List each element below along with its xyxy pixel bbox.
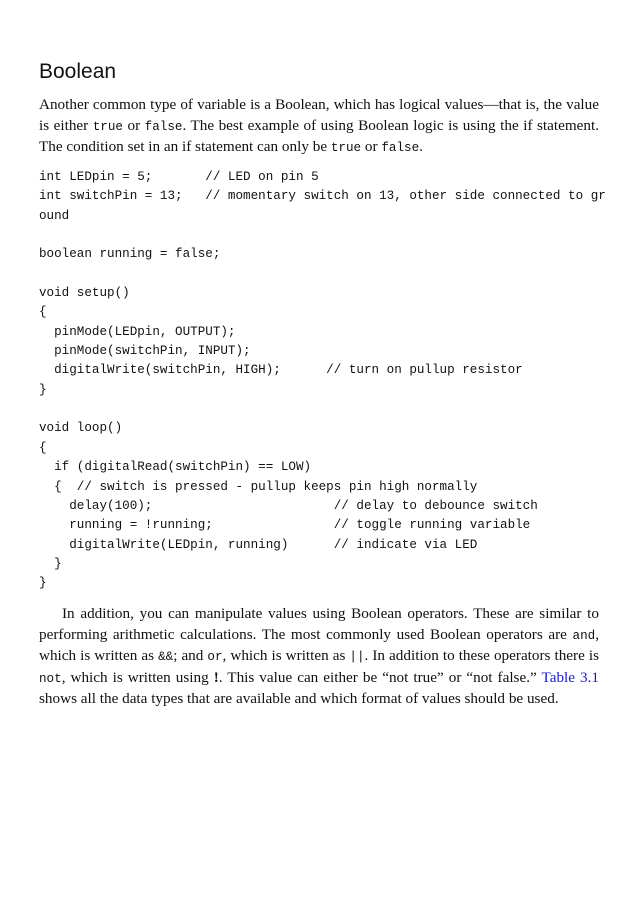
inline-code-and: and	[572, 628, 596, 643]
code-line: pinMode(switchPin, INPUT);	[39, 344, 251, 359]
code-line: running = !running; // toggle running variable	[39, 518, 531, 533]
intro-text: or	[361, 138, 382, 156]
code-line	[39, 265, 606, 284]
inline-code-true: true	[92, 119, 123, 134]
intro-text: or	[122, 116, 145, 134]
code-line: digitalWrite(LEDpin, running) // indicate via LED	[39, 537, 478, 552]
code-line: delay(100); // delay to debounce switch	[39, 498, 538, 513]
code-line: int switchPin = 13; // momentary switch on 13, other side connected to gr	[39, 189, 606, 204]
closing-text: . This value can either be “not true” or “not false.”	[218, 668, 542, 686]
closing-text: , which is written as	[39, 625, 599, 665]
inline-code-and-operator: &&	[158, 650, 174, 665]
inline-code-false: false	[144, 119, 183, 134]
code-line: {	[39, 305, 47, 320]
code-line: digitalWrite(switchPin, HIGH); // turn on pullup resistor	[39, 363, 523, 378]
not-operator: !	[213, 668, 219, 686]
code-line: void loop()	[39, 421, 123, 436]
intro-text: .	[419, 138, 423, 156]
inline-code-true: true	[330, 141, 362, 156]
closing-text: . In addition to these operators there is	[364, 647, 600, 665]
intro-paragraph	[39, 95, 599, 159]
code-line: boolean running = false;	[39, 247, 221, 262]
closing-text: In addition, you can manipulate values using Boolean operators. These are similar to performing arithmetic calculations. The most commonly used Boolean operators are	[39, 605, 599, 643]
closing-text: , which is written as	[222, 647, 350, 665]
code-line: if (digitalRead(switchPin) == LOW)	[39, 460, 312, 475]
inline-code-or: or	[207, 650, 223, 665]
code-line	[39, 226, 606, 245]
code-line: pinMode(LEDpin, OUTPUT);	[39, 324, 236, 339]
code-line: int LEDpin = 5; // LED on pin 5	[39, 170, 319, 184]
code-line	[39, 400, 606, 419]
closing-text: ; and	[173, 647, 208, 665]
code-line: { // switch is pressed - pullup keeps pin high normally	[39, 479, 478, 494]
closing-text: , which is written using	[61, 668, 214, 686]
section-heading: Boolean	[39, 60, 117, 83]
intro-text: . The best example of using Boolean logic is using the if statement. The condition set in an if statement can only be	[39, 116, 600, 156]
code-line: {	[39, 440, 47, 455]
inline-code-or-operator: ||	[349, 650, 365, 665]
closing-text: shows all the data types that are available and which format of values should be used.	[39, 690, 559, 708]
code-line: }	[39, 382, 47, 397]
inline-code-false: false	[381, 141, 420, 156]
inline-code-not: not	[39, 671, 62, 686]
code-line: void setup()	[39, 286, 130, 301]
code-line: }	[39, 576, 47, 591]
closing-paragraph	[39, 604, 599, 710]
code-listing	[39, 168, 606, 594]
code-line: }	[39, 556, 62, 571]
code-line: ound	[39, 208, 70, 223]
intro-text: Another common type of variable is a Boolean, which has logical values—that is, the value is either	[39, 96, 599, 134]
table-reference-link[interactable]: Table 3.1	[541, 668, 599, 686]
